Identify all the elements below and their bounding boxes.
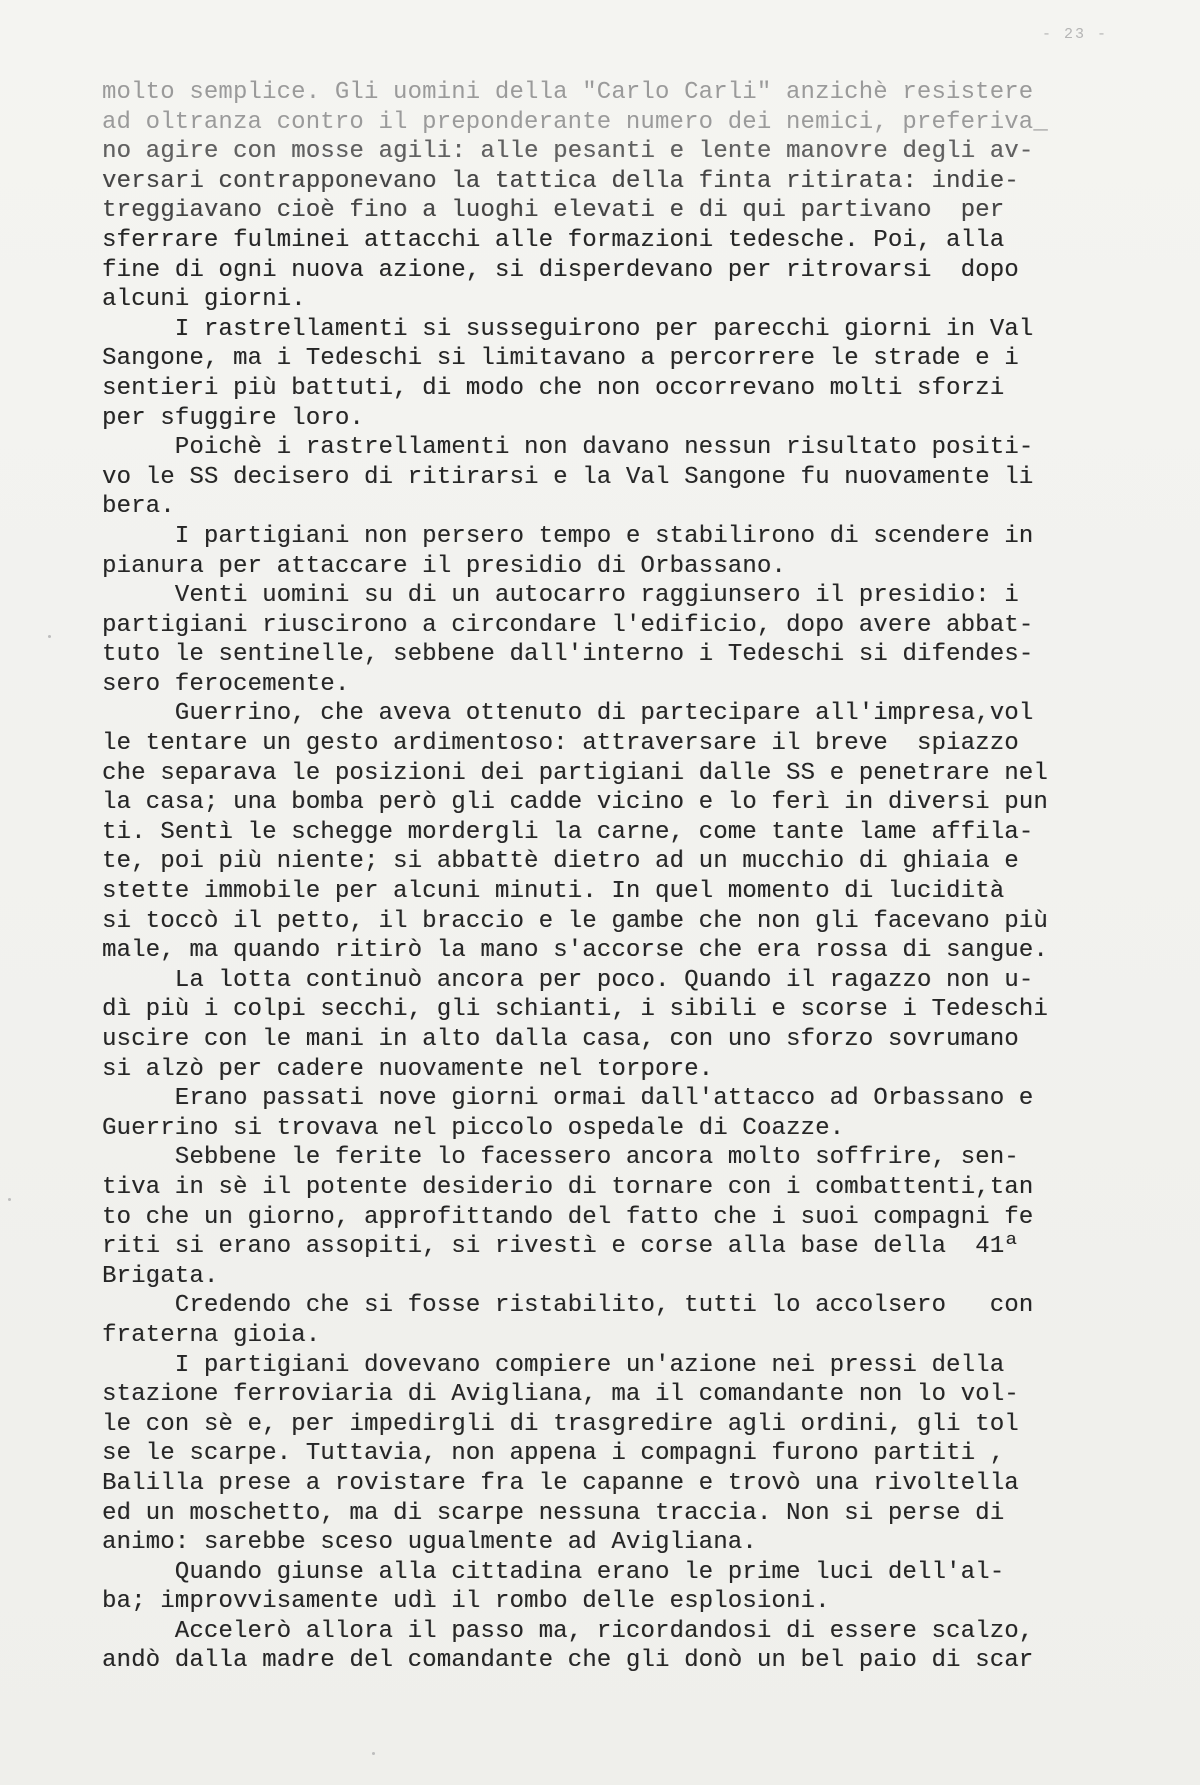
text-line: vo le SS decisero di ritirarsi e la Val Sangone fu nuovamente li — [102, 463, 1034, 491]
text-line: pianura per attaccare il presidio di Orbassano. — [102, 552, 786, 580]
text-line: ba; improvvisamente udì il rombo delle esplosioni. — [102, 1588, 830, 1616]
text-line: Guerrino, che aveva ottenuto di partecipare all'impresa,vol — [102, 700, 1034, 728]
text-line: to che un giorno, approfittando del fatto che i suoi compagni fe — [102, 1203, 1034, 1231]
text-line: La lotta continuò ancora per poco. Quando il ragazzo non u- — [102, 966, 1034, 994]
text-line: Poichè i rastrellamenti non davano nessun risultato positi- — [102, 434, 1034, 462]
text-line: treggiavano cioè fino a luoghi elevati e di qui partivano per — [102, 197, 1005, 225]
text-line: stazione ferroviaria di Avigliana, ma il comandante non lo vol- — [102, 1381, 1019, 1409]
text-line: no agire con mosse agili: alle pesanti e lente manovre degli av- — [102, 138, 1034, 166]
text-line: le con sè e, per impedirgli di trasgredire agli ordini, gli tol — [102, 1410, 1019, 1438]
text-line: Balilla prese a rovistare fra le capanne e trovò una rivoltella — [102, 1469, 1019, 1497]
text-line: Brigata. — [102, 1262, 219, 1290]
text-line: molto semplice. Gli uomini della "Carlo Carli" anzichè resistere — [102, 79, 1034, 106]
text-line: stette immobile per alcuni minuti. In quel momento di lucidità — [102, 878, 1005, 906]
text-line: te, poi più niente; si abbattè dietro ad un mucchio di ghiaia e — [102, 848, 1019, 876]
text-line: la casa; una bomba però gli cadde vicino e lo ferì in diversi pun — [102, 789, 1048, 817]
text-line: ed un moschetto, ma di scarpe nessuna traccia. Non si perse di — [102, 1499, 1005, 1527]
text-line: riti si erano assopiti, si rivestì e corse alla base della 41ª — [102, 1233, 1019, 1261]
text-line: fraterna gioia. — [102, 1321, 321, 1349]
text-line: I partigiani dovevano compiere un'azione nei pressi della — [102, 1351, 1005, 1379]
text-line: si toccò il petto, il braccio e le gambe che non gli facevano più — [102, 907, 1048, 935]
text-line: Erano passati nove giorni ormai dall'attacco ad Orbassano e — [102, 1085, 1034, 1113]
text-line: bera. — [102, 493, 175, 521]
text-line: Quando giunse alla cittadina erano le prime luci dell'al- — [102, 1558, 1005, 1586]
text-line: ad oltranza contro il preponderante numero dei nemici, preferiva_ — [102, 108, 1048, 136]
text-line: si alzò per cadere nuovamente nel torpore. — [102, 1055, 714, 1083]
text-line: uscire con le mani in alto dalla casa, con uno sforzo sovrumano — [102, 1026, 1019, 1053]
text-line: ti. Sentì le schegge mordergli la carne, come tante lame affila- — [102, 818, 1034, 846]
page-number: - 23 - — [1041, 26, 1108, 43]
paper-speck — [372, 1752, 375, 1755]
text-line: tiva in sè il potente desiderio di tornare con i combattenti,tan — [102, 1173, 1034, 1201]
text-line: Sangone, ma i Tedeschi si limitavano a percorrere le strade e i — [102, 345, 1019, 373]
body-text — [102, 78, 1127, 1676]
text-line: animo: sarebbe sceso ugualmente ad Avigliana. — [102, 1529, 757, 1557]
text-line: Guerrino si trovava nel piccolo ospedale di Coazze. — [102, 1114, 845, 1142]
text-line: alcuni giorni. — [102, 286, 306, 314]
text-line: Accelerò allora il passo ma, ricordandosi di essere scalzo, — [102, 1617, 1034, 1645]
text-line: che separava le posizioni dei partigiani dalle SS e penetrare nel — [102, 759, 1048, 787]
text-line: andò dalla madre del comandante che gli donò un bel paio di scar — [102, 1647, 1034, 1675]
text-line: dì più i colpi secchi, gli schianti, i sibili e scorse i Tedeschi — [102, 996, 1048, 1024]
text-line: Venti uomini su di un autocarro raggiunsero il presidio: i — [102, 582, 1019, 610]
text-line: versari contrapponevano la tattica della finta ritirata: indie- — [102, 167, 1019, 195]
text-line: per sfuggire loro. — [102, 404, 364, 432]
text-line: I rastrellamenti si susseguirono per parecchi giorni in Val — [102, 315, 1034, 343]
text-line: Credendo che si fosse ristabilito, tutti lo accolsero con — [102, 1292, 1034, 1320]
text-line: tuto le sentinelle, sebbene dall'interno i Tedeschi si difendes- — [102, 641, 1034, 669]
text-line: le tentare un gesto ardimentoso: attraversare il breve spiazzo — [102, 730, 1019, 758]
text-line: sferrare fulminei attacchi alle formazioni tedesche. Poi, alla — [102, 226, 1005, 254]
paper-speck — [48, 635, 51, 638]
text-line: fine di ogni nuova azione, si disperdevano per ritrovarsi dopo — [102, 256, 1019, 284]
text-line: partigiani riuscirono a circondare l'edificio, dopo avere abbat- — [102, 611, 1034, 639]
text-line: I partigiani non persero tempo e stabilirono di scendere in — [102, 522, 1034, 550]
text-line: se le scarpe. Tuttavia, non appena i compagni furono partiti , — [102, 1440, 1005, 1468]
text-line: sero ferocemente. — [102, 670, 350, 698]
paper-speck — [8, 1198, 11, 1201]
text-line: male, ma quando ritirò la mano s'accorse che era rossa di sangue. — [102, 937, 1048, 965]
text-line: sentieri più battuti, di modo che non occorrevano molti sforzi — [102, 374, 1005, 402]
text-line: Sebbene le ferite lo facessero ancora molto soffrire, sen- — [102, 1144, 1019, 1172]
